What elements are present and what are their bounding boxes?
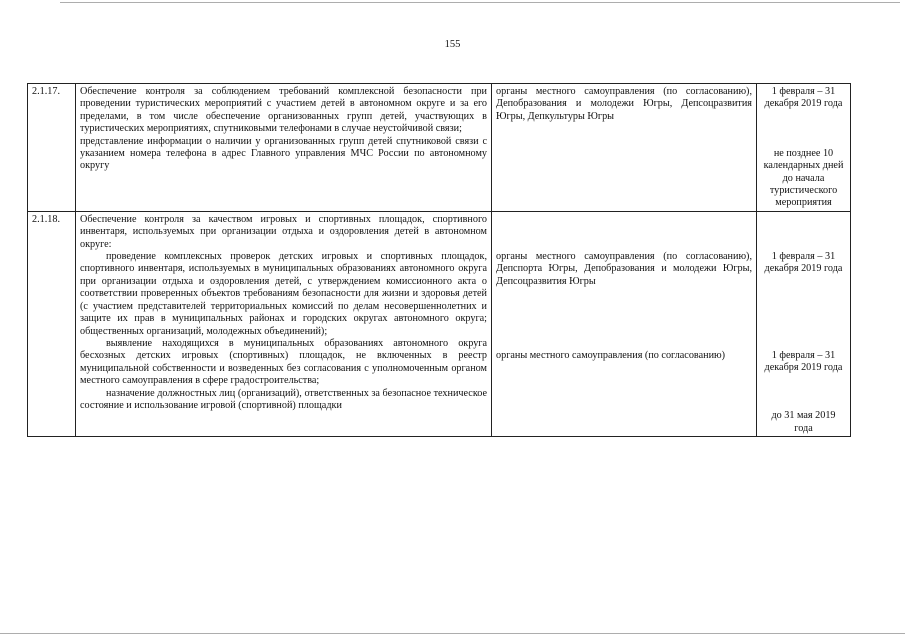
page-number: 155 <box>444 39 461 50</box>
activity-text: Обеспечение контроля за соблюдением требований комплексной безопасности при проведении туристических мероприятий с участием детей в автономном округе и за его пределами, в том числе обеспечение организованных групп детей, участвующих в туристических мероприятиях, спутниковыми телефонами в случае неустойчивой связи; <box>80 86 487 135</box>
executor-cell <box>492 84 757 212</box>
activity-text: проведение комплексных проверок детских игровых и спортивных площадок, спортивного инвентаря, используемых в муниципальных образованиях автономного округа при организации отдыха и оздоровления детей, с утверждением комиссионного акта о соответствии проверенных объектов требованиям безопасности для жизни и здоровья детей (с участием представителей территориальных комиссий по делам несовершеннолетних и защите их прав в муниципальных районах и городских округах автономного округа; общественных организаций, молодежных объединений); <box>80 251 487 337</box>
activity-cell <box>76 211 492 436</box>
executor-text: органы местного самоуправления (по согласованию), Депспорта Югры, Депобразования и молодежи Югры, Депсоцразвития Югры <box>496 250 752 287</box>
row-number: 2.1.18. <box>28 211 76 436</box>
executor-text: органы местного самоуправления (по согласованию), Депобразования и молодежи Югры, Депсоцразвития Югры, Депкультуры Югры <box>496 86 752 122</box>
scan-edge-bottom <box>0 633 905 634</box>
deadline-cell <box>757 84 851 212</box>
executor-text: органы местного самоуправления (по согласованию) <box>496 350 726 362</box>
deadline-cell <box>757 211 851 436</box>
row-number: 2.1.17. <box>28 84 76 212</box>
deadline-text: 1 февраля – 31 декабря 2019 года <box>764 86 843 110</box>
deadline-text: не позднее 10 календарных дней до начала туристического мероприятия <box>763 147 844 209</box>
plan-table <box>27 83 851 437</box>
activity-cell <box>76 84 492 212</box>
deadline-text: до 31 мая 2019 года <box>771 410 836 434</box>
activity-text: назначение должностных лиц (организаций), ответственных за безопасное техническое состояние и использование игровой (спортивной) площадки <box>80 387 487 411</box>
activity-text: представление информации о наличии у организованных групп детей спутниковой связи с указанием номера телефона в адрес Главного управления МЧС России по автономному округу <box>80 135 487 172</box>
activity-text: Обеспечение контроля за качеством игровых и спортивных площадок, спортивного инвентаря, используемых при организации отдыха и оздоровления детей в автономном округе: <box>80 213 487 250</box>
table-row <box>28 211 851 436</box>
activity-text: выявление находящихся в муниципальных образованиях автономного округа бесхозных детских игровых (спортивных) площадок, не включенных в реестр муниципальной собственности и возведенных без согласования с уполномоченным органом местного самоуправления в сфере градостроительства; <box>80 337 487 387</box>
table-row <box>28 84 851 212</box>
scan-edge-top <box>60 2 900 3</box>
deadline-text: 1 февраля – 31 декабря 2019 года <box>764 250 843 275</box>
deadline-text: 1 февраля – 31 декабря 2019 года <box>764 349 843 374</box>
executor-cell <box>492 211 757 436</box>
